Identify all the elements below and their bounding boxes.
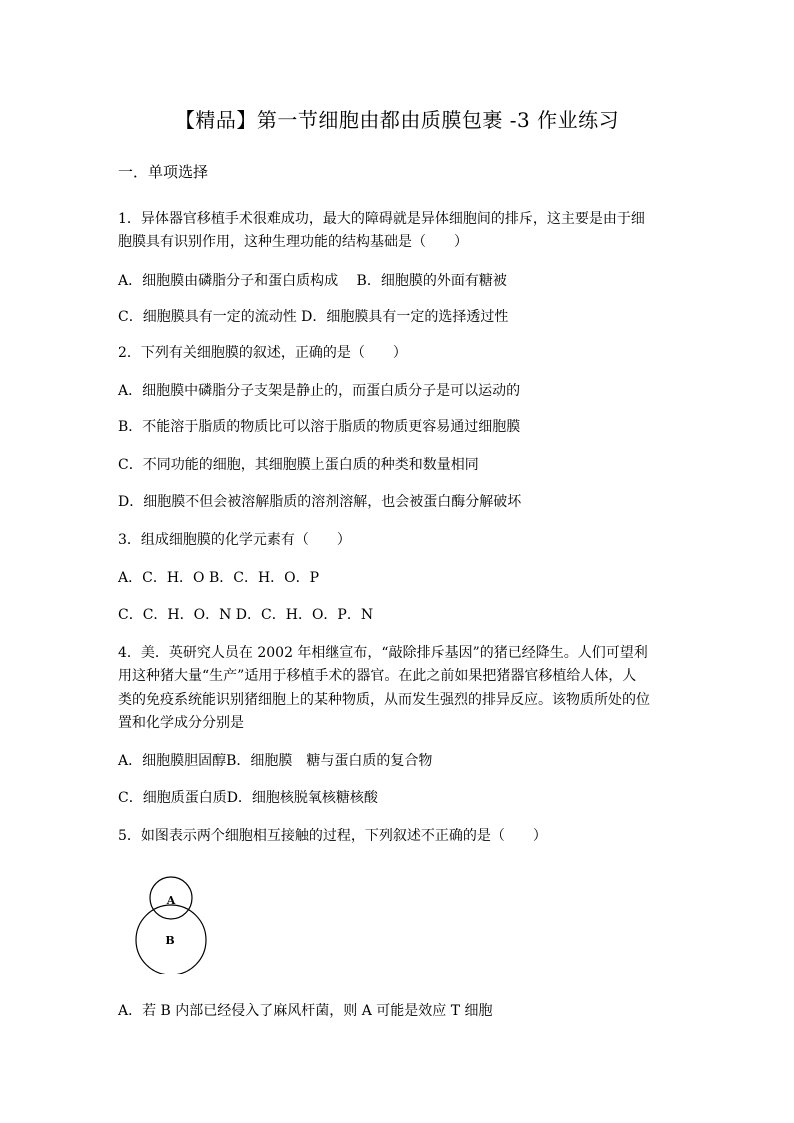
q2-option-a: A．细胞膜中磷脂分子支架是静止的，而蛋白质分子是可以运动的	[118, 383, 521, 399]
q3-stem: 3．组成细胞膜的化学元素有（ ）	[118, 532, 351, 548]
q1-stem-line-1: 1．异体器官移植手术很难成功，最大的障碍就是异体细胞间的排斥，这主要是由于细	[118, 211, 645, 227]
page-title: 【精品】第一节细胞由都由质膜包裹 -3 作业练习	[174, 108, 620, 132]
q4-stem-line-2: 用这种猪大量“生产”适用于移植手术的器官。在此之前如果把猪器官移植给人体，人	[118, 668, 637, 684]
q3-options-cd: C．C．H．O．N D．C．H．O．P．N	[118, 607, 374, 623]
section-heading: 一．单项选择	[118, 163, 209, 181]
two-cells-figure	[118, 862, 218, 974]
q5-stem: 5．如图表示两个细胞相互接触的过程，下列叙述不正确的是（ ）	[118, 828, 547, 844]
q4-stem-line-1: 4．美．英研究人员在 2002 年相继宣布，“敲除排斥基因”的猪已经降生。人们可望利	[118, 645, 648, 661]
q2-option-b: B．不能溶于脂质的物质比可以溶于脂质的物质更容易通过细胞膜	[118, 419, 521, 435]
q2-option-d: D．细胞膜不但会被溶解脂质的溶剂溶解，也会被蛋白酶分解破坏	[118, 494, 522, 510]
cell-a-label: A	[166, 894, 176, 907]
q4-stem-line-4: 置和化学成分分别是	[118, 715, 244, 731]
q5-option-a: A．若 B 内部已经侵入了麻风杆菌，则 A 可能是效应 T 细胞	[118, 1003, 493, 1019]
q3-options-ab: A．C．H．O B．C．H．O．P	[118, 570, 320, 586]
q1-stem-line-2: 胞膜具有识别作用，这种生理功能的结构基础是（ ）	[118, 234, 468, 250]
q2-stem: 2．下列有关细胞膜的叙述，正确的是（ ）	[118, 345, 407, 361]
q4-options-ab: A．细胞膜胆固醇B．细胞膜 糖与蛋白质的复合物	[118, 753, 433, 769]
q2-option-c: C．不同功能的细胞，其细胞膜上蛋白质的种类和数量相同	[118, 457, 479, 473]
q4-stem-line-3: 类的免疫系统能识别猪细胞上的某种物质，从而发生强烈的排异反应。该物质所处的位	[118, 692, 650, 708]
q1-options-ab: A．细胞膜由磷脂分子和蛋白质构成 B．细胞膜的外面有糖被	[118, 273, 507, 289]
cell-b-label: B	[165, 934, 175, 947]
q1-options-cd: C．细胞膜具有一定的流动性 D．细胞膜具有一定的选择透过性	[118, 309, 509, 325]
q4-options-cd: C．细胞质蛋白质D．细胞核脱氧核糖核酸	[118, 790, 378, 806]
